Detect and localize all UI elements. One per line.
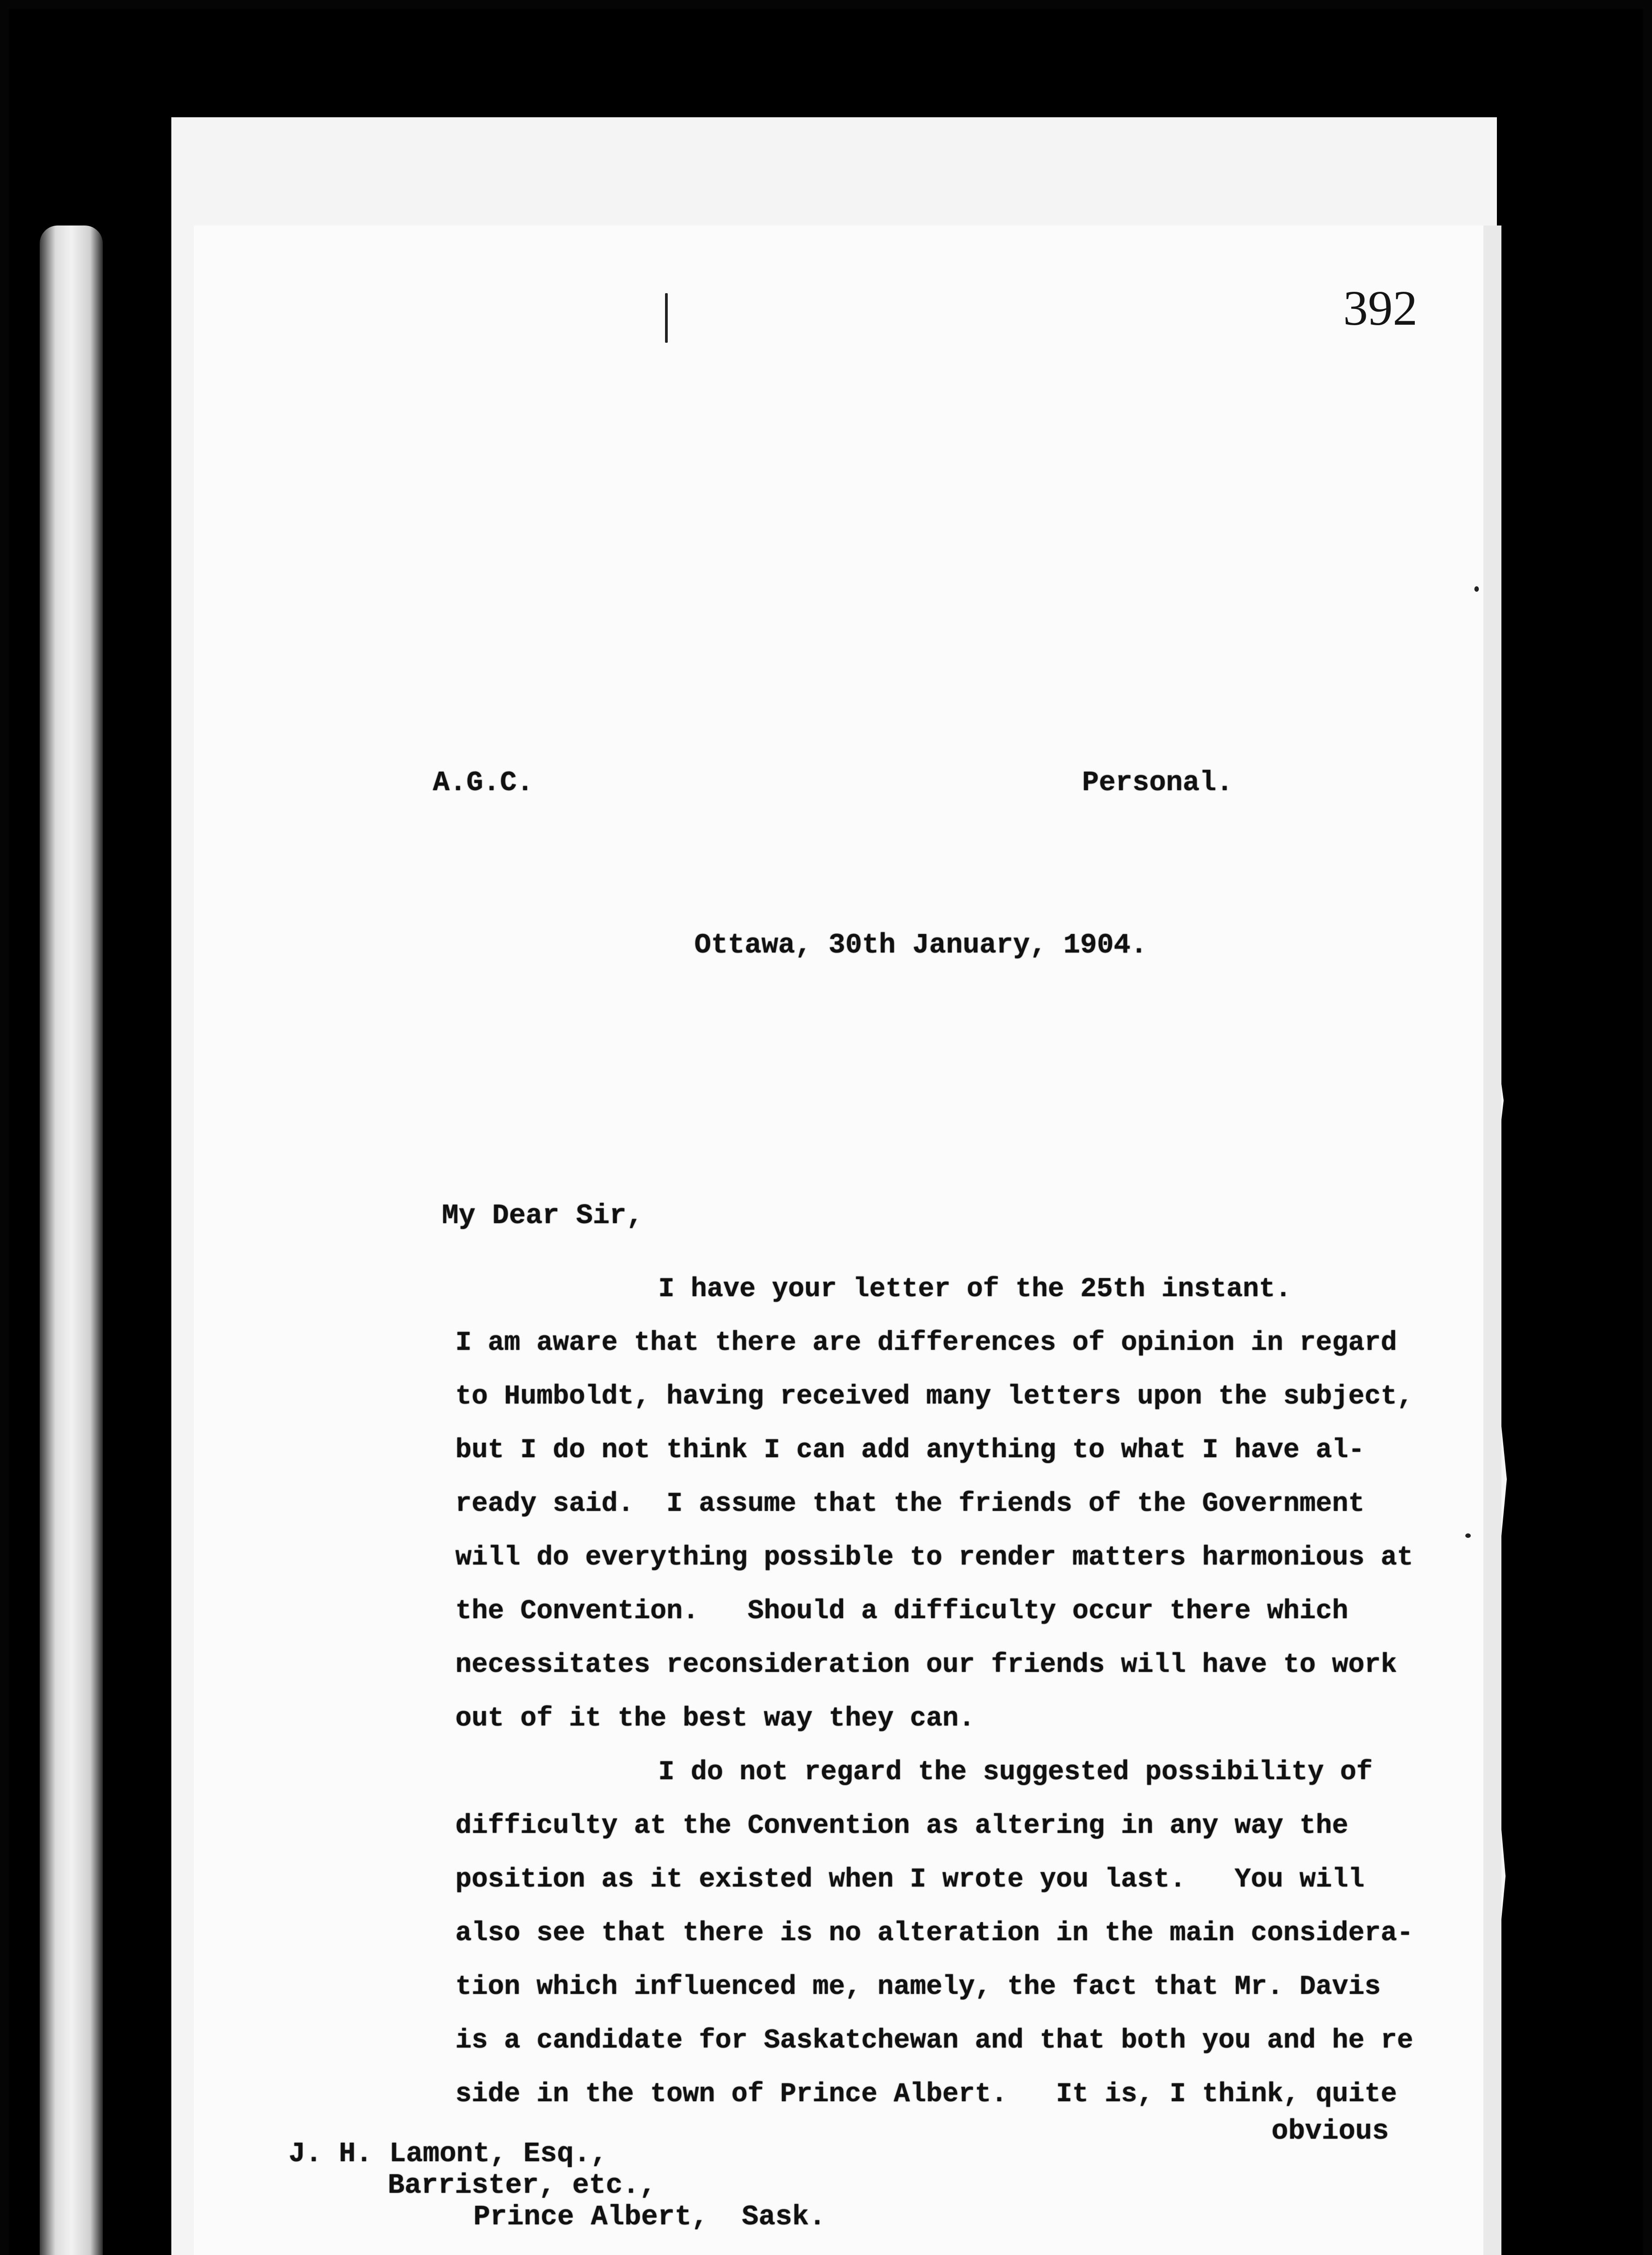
body-line: necessitates reconsideration our friends will have to work: [455, 1650, 1397, 1680]
catchword: obvious: [1271, 2115, 1389, 2147]
addressee-profession: Barrister, etc.,: [388, 2169, 656, 2201]
body-line: out of it the best way they can.: [455, 1703, 975, 1734]
body-line: is a candidate for Saskatchewan and that both you and he re: [455, 2025, 1413, 2056]
reference-code: A.G.C.: [433, 767, 534, 799]
body-line: the Convention. Should a difficulty occur there which: [455, 1596, 1349, 1627]
body-line: I am aware that there are differences of opinion in regard: [455, 1328, 1397, 1358]
body-line: but I do not think I can add anything to what I have al-: [455, 1435, 1365, 1466]
body-line: to Humboldt, having received many letters upon the subject,: [455, 1381, 1413, 1412]
body-line: difficulty at the Convention as altering in any way the: [455, 1811, 1349, 1841]
classification-label: Personal.: [1082, 767, 1233, 799]
body-line: also see that there is no alteration in the main considera-: [455, 1918, 1413, 1949]
body-line: I have your letter of the 25th instant.: [658, 1274, 1292, 1305]
body-line: side in the town of Prince Albert. It is, I think, quite: [455, 2079, 1397, 2110]
addressee-location: Prince Albert, Sask.: [473, 2201, 826, 2233]
dust-speck: [1465, 1533, 1471, 1538]
body-line: I do not regard the suggested possibility of: [658, 1757, 1373, 1788]
body-line: will do everything possible to render matters harmonious at: [455, 1542, 1413, 1573]
body-line: ready said. I assume that the friends of the Government: [455, 1489, 1365, 1519]
salutation: My Dear Sir,: [442, 1200, 643, 1232]
letter-body: [455, 1263, 1447, 2122]
scratch-mark: [665, 293, 668, 343]
film-edge-strip: [40, 226, 103, 2255]
dateline: Ottawa, 30th January, 1904.: [694, 929, 1147, 961]
addressee-name: J. H. Lamont, Esq.,: [289, 2138, 607, 2170]
body-line: position as it existed when I wrote you last. You will: [455, 1864, 1365, 1895]
body-line: tion which influenced me, namely, the fact that Mr. Davis: [455, 1972, 1381, 2002]
dust-speck: [1474, 586, 1479, 592]
folio-number: 392: [1343, 281, 1418, 336]
